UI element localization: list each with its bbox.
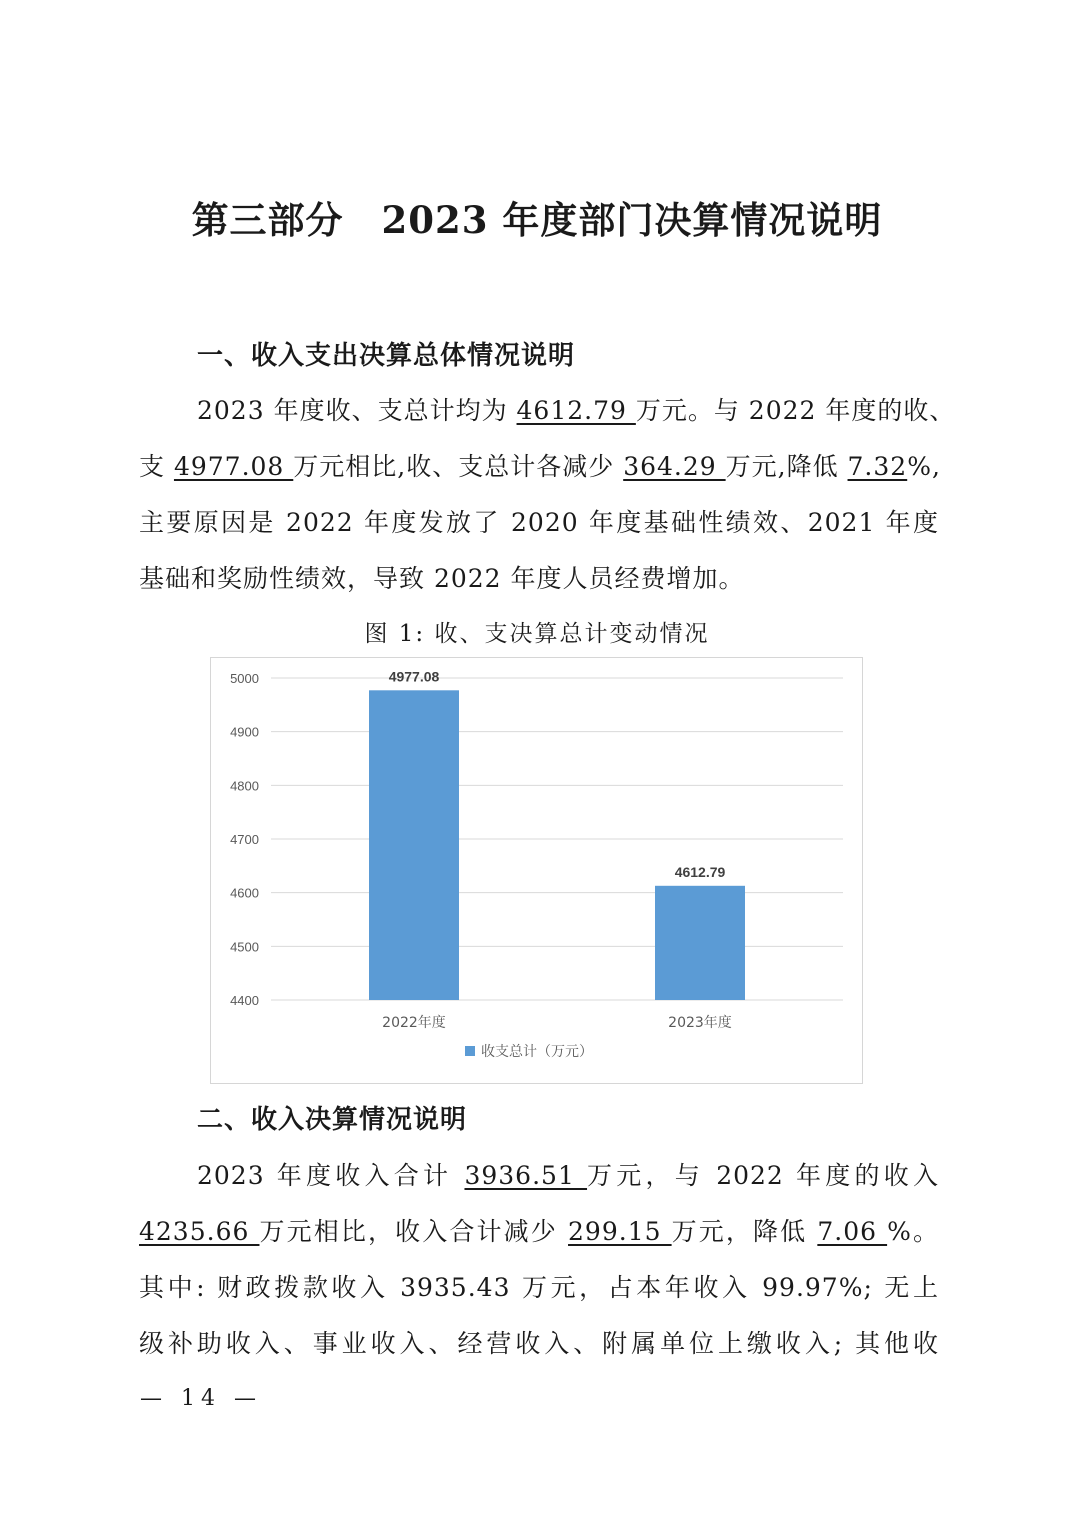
y-tick-label: 4800 (230, 778, 259, 794)
x-tick-label: 2022年度 (382, 1015, 446, 1031)
section1-heading: 一、收入支出决算总体情况说明 (197, 341, 576, 371)
x-tick-label: 2023年度 (668, 1015, 732, 1031)
data-label: 4612.79 (674, 863, 726, 880)
text-run: 基础和奖励性绩效，导致 2022 年度人员经费增加。 (139, 564, 745, 593)
underlined-figure: 7.06 (817, 1217, 888, 1246)
text-run: 万元，降低 (671, 1217, 818, 1246)
underlined-figure: 364.29 (623, 452, 726, 481)
section2-line (139, 1268, 939, 1308)
legend-swatch (465, 1046, 475, 1056)
page-title: 第三部分 2023 年度部门决算情况说明 (191, 198, 883, 242)
text-run: 万元,降低 (725, 452, 848, 481)
underlined-figure: 4235.66 (139, 1217, 260, 1246)
y-tick-label: 4600 (230, 885, 259, 901)
section2-line (197, 1156, 939, 1196)
y-tick-label: 4500 (230, 939, 259, 955)
text-run: 2023 年度收、支总计均为 (197, 396, 517, 425)
section1-line (139, 447, 939, 487)
text-run: 万元相比，收入合计减少 (259, 1217, 569, 1246)
underlined-figure: 299.15 (568, 1217, 672, 1246)
y-tick-label: 4700 (230, 832, 259, 847)
text-run: 万元相比,收、支总计各减少 (293, 452, 624, 481)
legend-label: 收支总计（万元） (481, 1044, 593, 1060)
bar (655, 886, 745, 1000)
section1-line (139, 503, 939, 543)
bar (369, 690, 459, 1000)
page-number: — 14 — (140, 1386, 262, 1411)
underlined-figure: 4977.08 (173, 452, 294, 481)
text-run: 主要原因是 2022 年度发放了 2020 年度基础性绩效、2021 年度 (139, 508, 939, 537)
chart-svg (211, 658, 862, 1083)
text-run: %, (907, 452, 941, 481)
underlined-figure: 7.32 (847, 452, 908, 481)
bar-chart (210, 657, 863, 1084)
figure-caption: 图 1: 收、支决算总计变动情况 (364, 621, 710, 647)
y-tick-label: 4400 (230, 993, 259, 1008)
section2-heading: 二、收入决算情况说明 (197, 1105, 468, 1135)
text-run: %。 (887, 1217, 939, 1246)
data-label: 4977.08 (388, 668, 440, 685)
text-run: 万元。与 2022 年度的收、 (635, 396, 956, 425)
section2-line (139, 1212, 939, 1252)
underlined-figure: 3936.51 (464, 1161, 588, 1190)
section1-line (139, 559, 939, 599)
text-run: 2023 年度收入合计 (197, 1161, 465, 1190)
section2-line (139, 1324, 939, 1364)
text-run: 级补助收入、事业收入、经营收入、附属单位上缴收入; 其他收 (139, 1329, 939, 1358)
section1-line (197, 391, 956, 431)
y-tick-label: 5000 (230, 671, 259, 686)
text-run: 其中: 财政拨款收入 3935.43 万元，占本年收入 99.97%; 无上 (139, 1273, 939, 1302)
y-tick-label: 4900 (230, 724, 259, 740)
underlined-figure: 4612.79 (516, 396, 636, 425)
text-run: 支 (139, 452, 174, 481)
text-run: 万元，与 2022 年度的收入 (587, 1161, 939, 1190)
